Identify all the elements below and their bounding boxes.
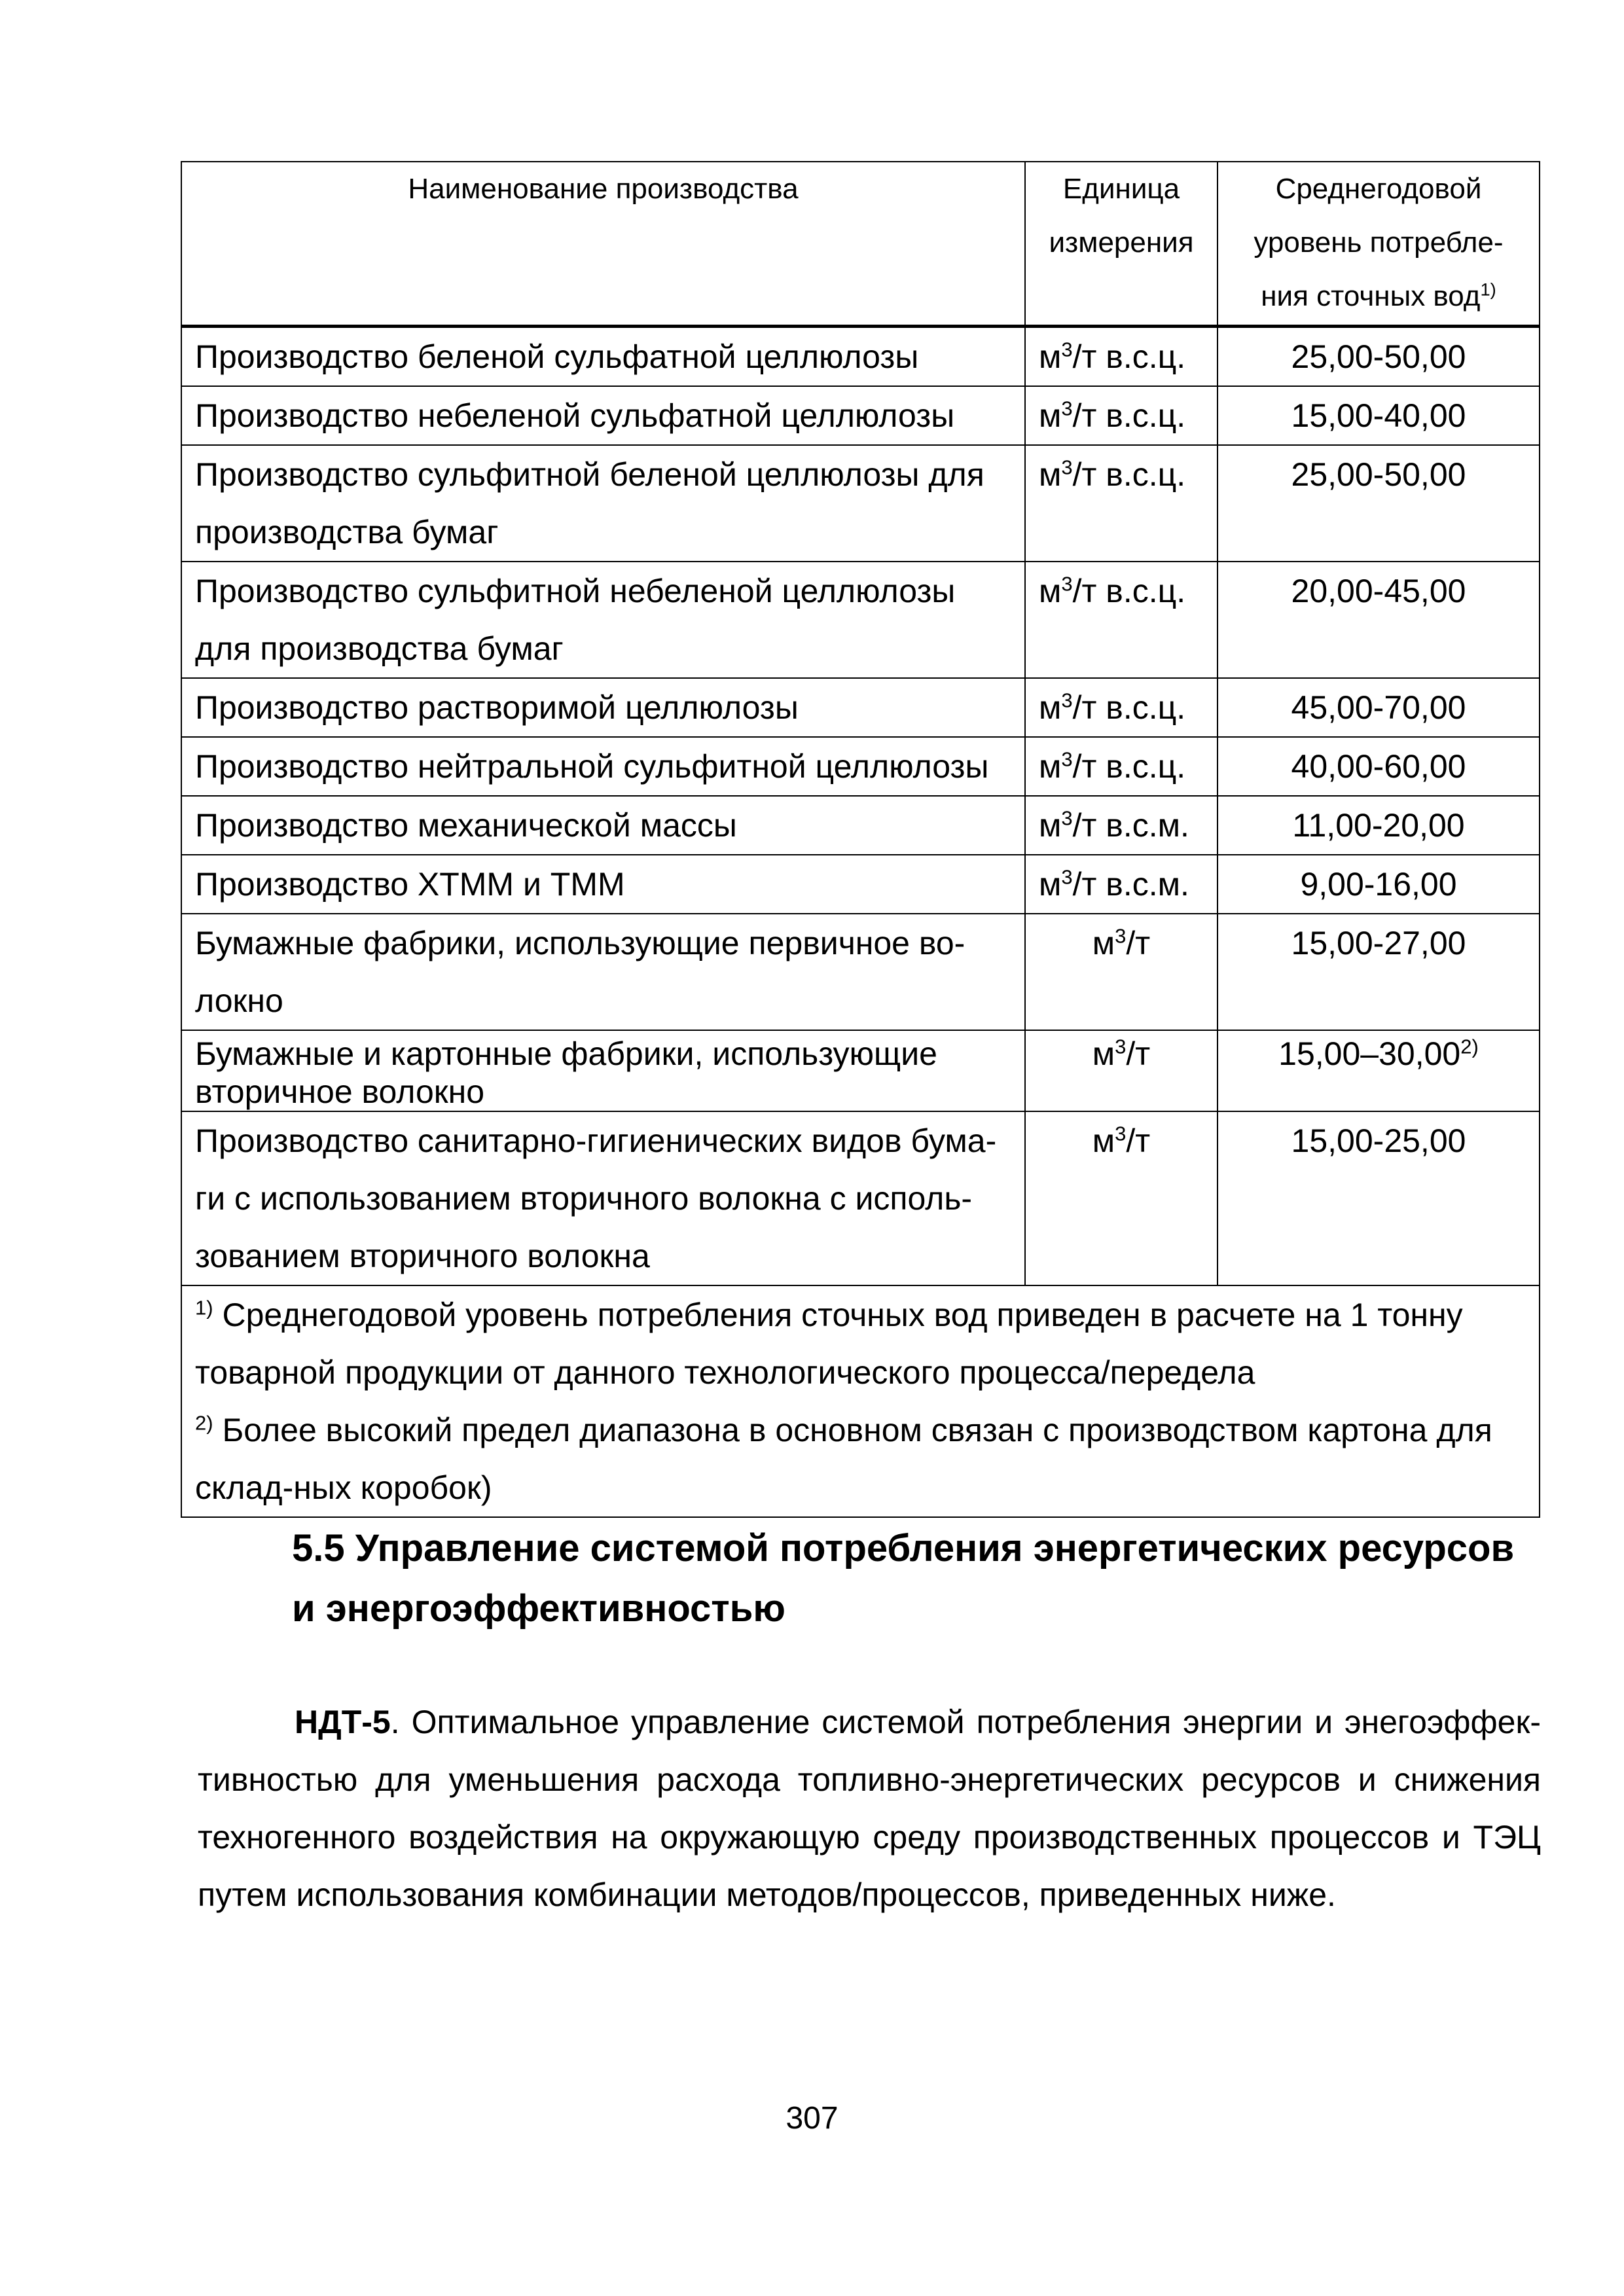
- header-unit: Единица измерения: [1025, 162, 1218, 327]
- table-row: [181, 796, 1540, 855]
- table-header-row: [181, 162, 1540, 327]
- table-row: [181, 914, 1540, 1030]
- cell-production-name: Производство ХТММ и ТММ: [181, 855, 1025, 914]
- cell-value: 15,00-40,00: [1218, 386, 1540, 445]
- cell-production-name: Производство санитарно-гигиенических видов бума-ги с использованием вторичного волокна с исполь-зованием вторичного волокна: [181, 1111, 1025, 1285]
- cell-value: 9,00-16,00: [1218, 855, 1540, 914]
- cell-value: 15,00–30,00$^{2)}$: [1218, 1030, 1540, 1111]
- cell-production-name: Производство растворимой целлюлозы: [181, 678, 1025, 737]
- table-row: [181, 445, 1540, 562]
- cell-unit: $м^3/т$ в.с.ц.: [1025, 445, 1218, 562]
- cell-unit: $м^3/т$: [1025, 914, 1218, 1030]
- section-heading: 5.5 Управление системой потребления энергетических ресурсов и энергоэффективностью: [292, 1527, 1515, 1630]
- header-average-level: Среднегодовой уровень потребле-ния сточных вод$^{1)}$: [1218, 162, 1540, 327]
- footnote-ref: 1): [1480, 279, 1496, 300]
- table-row: [181, 855, 1540, 914]
- cell-unit: $м^3/т$ в.с.ц.: [1025, 737, 1218, 796]
- wastewater-consumption-table: [181, 161, 1540, 1518]
- cell-unit: $м^3/т$ в.с.ц.: [1025, 327, 1218, 387]
- section-paragraph: НДТ-5. Оптимальное управление системой потребления энергии и энегоэффек-тивностью для уменьшения расхода топливно-энергетических ресурсов и снижения техногенного воздействия на окружающую среду производственных процессов и ТЭЦ путем использования комбинации методов/процессов, приведенных ниже.: [198, 1704, 1541, 1913]
- cell-value: 15,00-25,00: [1218, 1111, 1540, 1285]
- cell-unit: $м^3/т$ в.с.ц.: [1025, 562, 1218, 678]
- footnote-1: $^{1)}$ Среднегодовой уровень потребления сточных вод приведен в расчете на 1 тонну товарной продукции от данного технологического процесса/передела: [195, 1296, 1463, 1391]
- header-production-name: Наименование производства: [181, 162, 1025, 327]
- footnote-ref: 2): [1460, 1035, 1479, 1058]
- table-row: [181, 1030, 1540, 1111]
- cell-value: 20,00-45,00: [1218, 562, 1540, 678]
- table-row: [181, 386, 1540, 445]
- cell-value: 25,00-50,00: [1218, 327, 1540, 387]
- cell-production-name: Производство небеленой сульфатной целлюлозы: [181, 386, 1025, 445]
- cell-value: 40,00-60,00: [1218, 737, 1540, 796]
- cell-unit: $м^3/т$: [1025, 1111, 1218, 1285]
- table-row: [181, 562, 1540, 678]
- cell-unit: $м^3/т$: [1025, 1030, 1218, 1111]
- cell-value: 11,00-20,00: [1218, 796, 1540, 855]
- cell-value: 15,00-27,00: [1218, 914, 1540, 1030]
- cell-production-name: Производство сульфитной беленой целлюлозы для производства бумаг: [181, 445, 1025, 562]
- footnote-2: $^{2)}$ Более высокий предел диапазона в основном связан с производством картона для склад-ных коробок): [195, 1411, 1492, 1506]
- cell-production-name: Производство сульфитной небеленой целлюлозы для производства бумаг: [181, 562, 1025, 678]
- page-number: 307: [785, 2101, 839, 2136]
- cell-unit: $м^3/т$ в.с.м.: [1025, 855, 1218, 914]
- table-row: [181, 1111, 1540, 1285]
- bat-label: НДТ-5: [295, 1704, 391, 1740]
- cell-production-name: Бумажные фабрики, использующие первичное во-локно: [181, 914, 1025, 1030]
- table-row: [181, 737, 1540, 796]
- table-footnotes-row: [181, 1285, 1540, 1517]
- cell-unit: $м^3/т$ в.с.ц.: [1025, 678, 1218, 737]
- cell-production-name: Производство беленой сульфатной целлюлозы: [181, 327, 1025, 387]
- cell-unit: $м^3/т$ в.с.ц.: [1025, 386, 1218, 445]
- table-footnotes: [181, 1285, 1540, 1517]
- cell-value: 25,00-50,00: [1218, 445, 1540, 562]
- cell-production-name: Производство нейтральной сульфитной целлюлозы: [181, 737, 1025, 796]
- cell-unit: $м^3/т$ в.с.м.: [1025, 796, 1218, 855]
- cell-value: 45,00-70,00: [1218, 678, 1540, 737]
- table-row: [181, 327, 1540, 387]
- cell-production-name: Бумажные и картонные фабрики, использующие вторичное волокно: [181, 1030, 1025, 1111]
- table-row: [181, 678, 1540, 737]
- cell-production-name: Производство механической массы: [181, 796, 1025, 855]
